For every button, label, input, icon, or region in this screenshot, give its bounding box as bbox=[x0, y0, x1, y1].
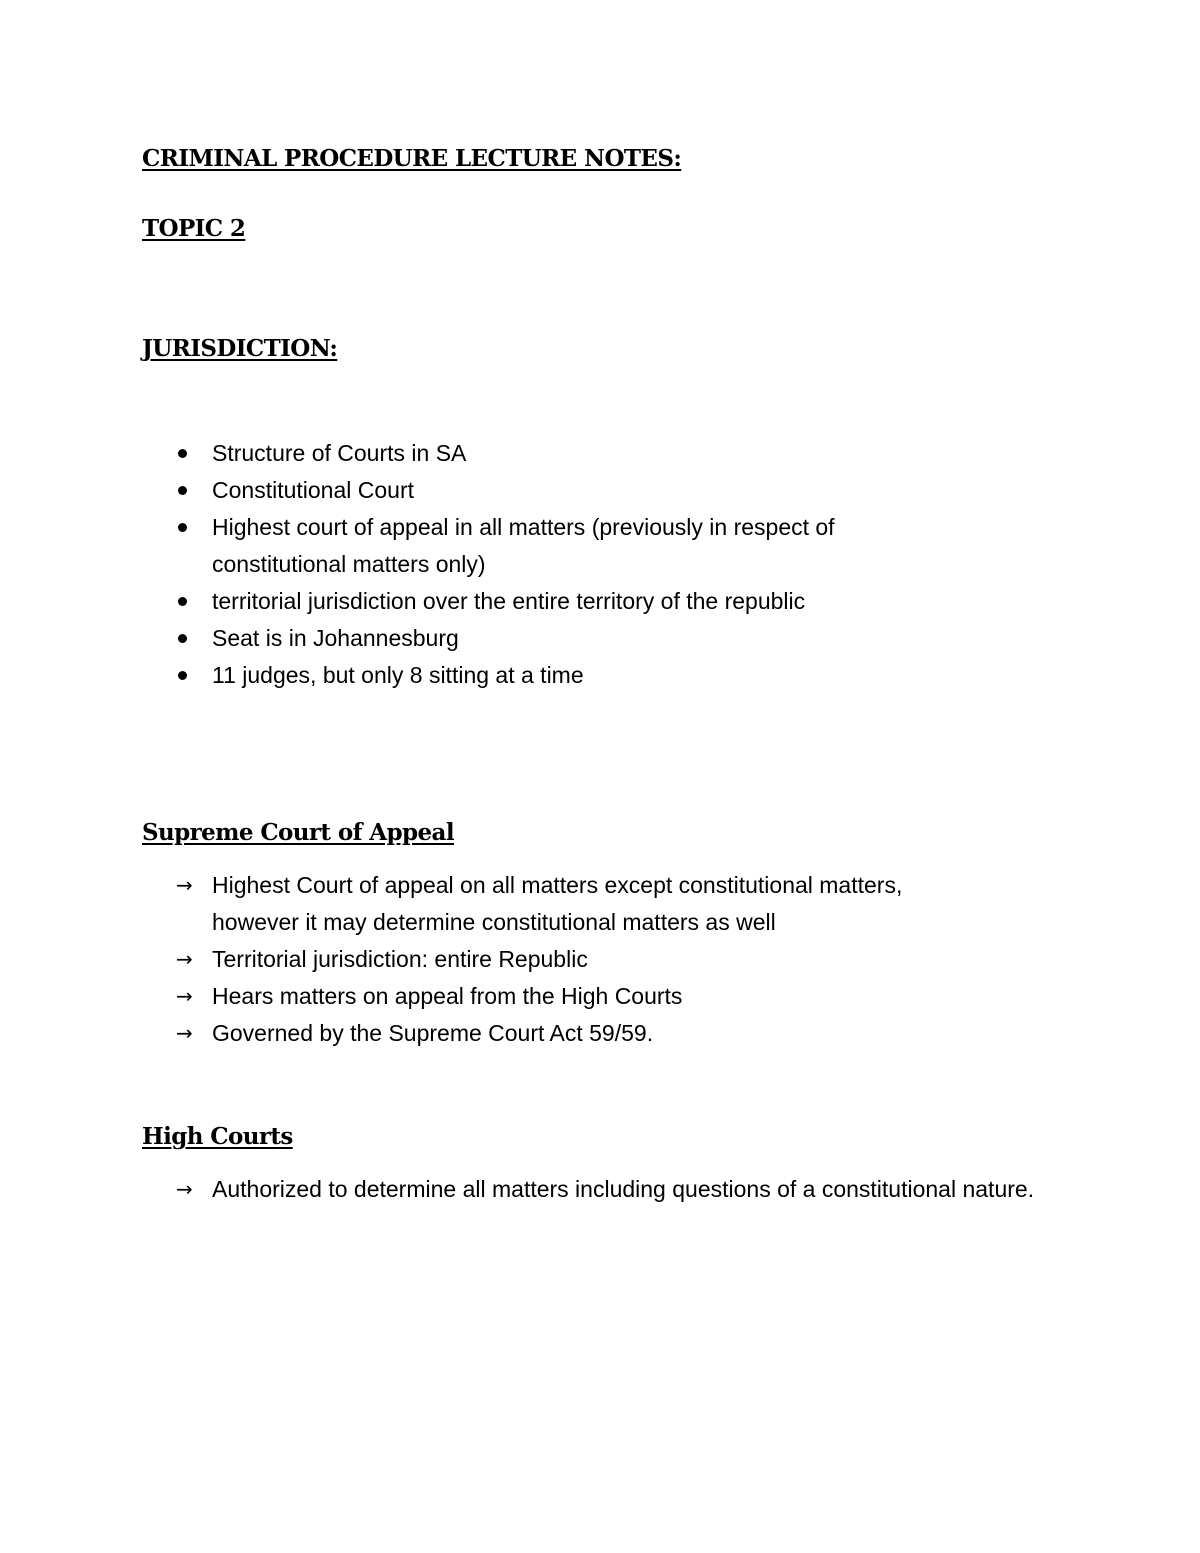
jurisdiction-list bbox=[172, 435, 1072, 694]
list-item bbox=[172, 1015, 1072, 1052]
list-item bbox=[172, 509, 912, 583]
bullet-icon bbox=[174, 583, 206, 620]
arrow-right-icon: → bbox=[176, 984, 193, 1008]
list-item bbox=[172, 472, 1072, 509]
list-item bbox=[172, 620, 1072, 657]
list-item bbox=[172, 435, 1072, 472]
supreme-court-list bbox=[172, 867, 1072, 1052]
list-item bbox=[172, 867, 992, 941]
list-item-text: Highest court of appeal in all matters (previously in respect of constitutional matters only) bbox=[212, 514, 835, 577]
bullet-icon bbox=[174, 657, 206, 694]
list-item-text: Authorized to determine all matters including questions of a constitutional nature. bbox=[212, 1176, 1035, 1202]
bullet-icon bbox=[174, 620, 206, 657]
list-item-text: Seat is in Johannesburg bbox=[212, 625, 459, 651]
bullet-icon bbox=[174, 472, 206, 509]
document-title: CRIMINAL PROCEDURE LECTURE NOTES: bbox=[142, 145, 682, 172]
high-courts-list bbox=[172, 1171, 1072, 1208]
arrow-right-icon: → bbox=[176, 873, 193, 897]
arrow-right-icon: → bbox=[176, 1021, 193, 1045]
section-heading-jurisdiction: JURISDICTION: bbox=[142, 335, 338, 362]
list-item bbox=[172, 941, 1072, 978]
list-item bbox=[172, 978, 1072, 1015]
list-item bbox=[172, 1171, 1072, 1208]
list-item-text: Constitutional Court bbox=[212, 477, 414, 503]
list-item-text: Highest Court of appeal on all matters except constitutional matters, however it may determine constitutional matters as well bbox=[212, 872, 903, 935]
list-item-text: Governed by the Supreme Court Act 59/59. bbox=[212, 1020, 654, 1046]
section-heading-high-courts: High Courts bbox=[142, 1123, 293, 1150]
topic-heading: TOPIC 2 bbox=[142, 215, 246, 242]
arrow-right-icon: → bbox=[176, 947, 193, 971]
list-item-text: 11 judges, but only 8 sitting at a time bbox=[212, 662, 584, 688]
list-item bbox=[172, 657, 1072, 694]
list-item-text: Structure of Courts in SA bbox=[212, 440, 467, 466]
arrow-right-icon: → bbox=[176, 1177, 193, 1201]
bullet-icon bbox=[174, 435, 206, 472]
list-item bbox=[172, 583, 1072, 620]
section-heading-supreme-court: Supreme Court of Appeal bbox=[142, 819, 454, 846]
list-item-text: territorial jurisdiction over the entire territory of the republic bbox=[212, 588, 806, 614]
list-item-text: Territorial jurisdiction: entire Republic bbox=[212, 946, 588, 972]
list-item-text: Hears matters on appeal from the High Courts bbox=[212, 983, 683, 1009]
bullet-icon bbox=[174, 509, 206, 546]
